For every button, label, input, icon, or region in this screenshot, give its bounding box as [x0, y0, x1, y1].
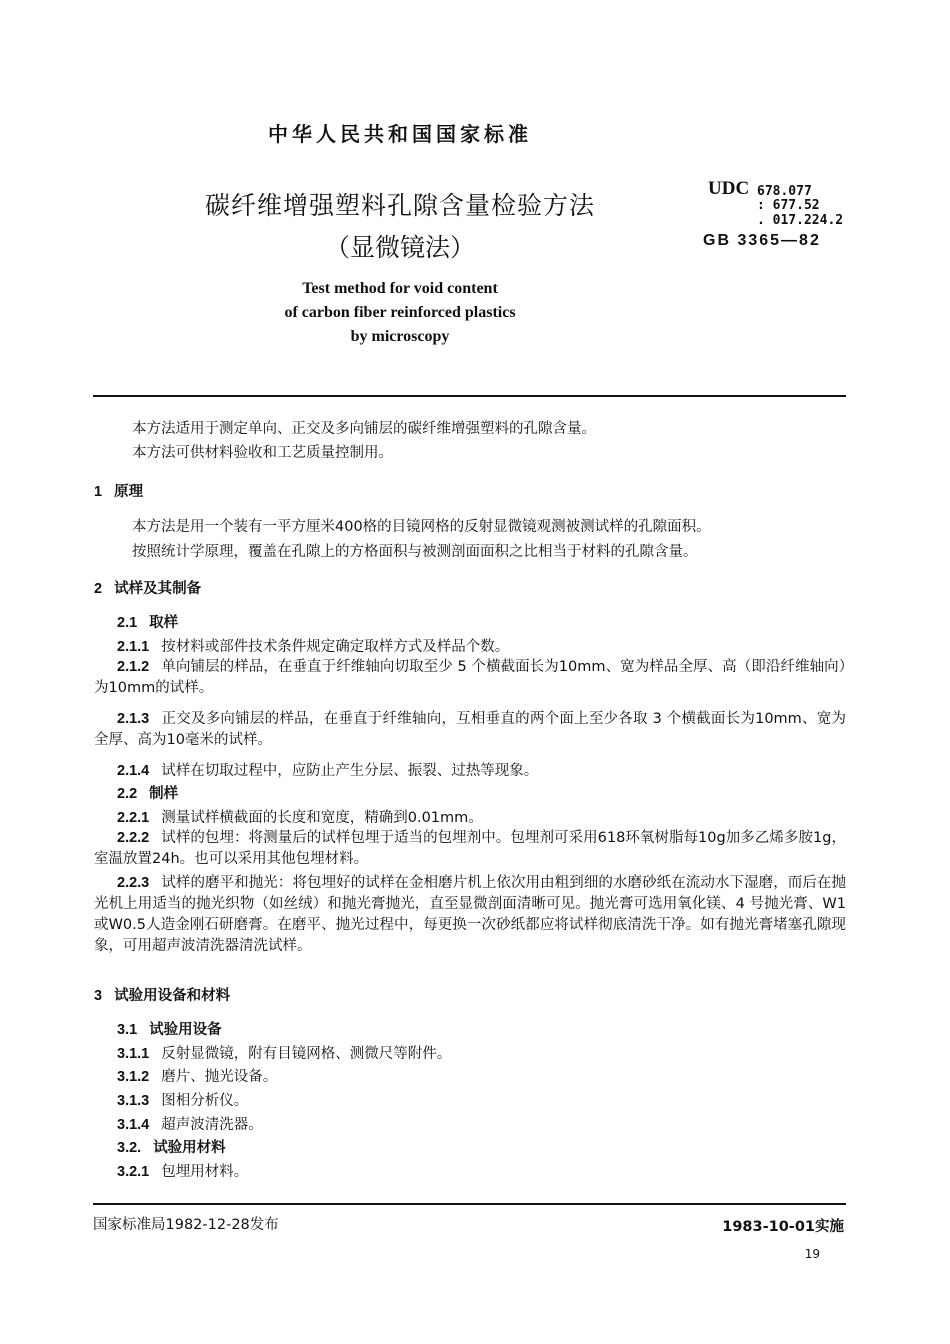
- section-2-2-heading: [117, 782, 178, 803]
- section-2-title: 试样及其制备: [114, 581, 202, 597]
- section-3-1-number: 3.1: [117, 1022, 138, 1038]
- section-1-heading: [94, 480, 143, 501]
- intro-paragraph-2: 本方法可供材料验收和工艺质量控制用。: [132, 445, 393, 461]
- section-2-1-heading: [117, 611, 178, 632]
- clause-2-2-3-text: 试样的磨平和抛光：将包埋好的试样在金相磨片机上依次用由粗到细的水磨砂纸在流动水下湿磨，而后在抛光机上用适当的抛光织物（如丝绒）和抛光膏抛光，直至显微剖面清晰可见。抛光膏可选用氧化镁、4 号抛光膏、W1或W0.5人造金刚石研磨膏。在磨平、抛光过程中，每更换一次砂纸都应将试样彻底清洗干净。如有抛光膏堵塞孔隙现象，可用超声波清洗器清洗试样。: [94, 875, 846, 954]
- clause-3-1-3: [117, 1089, 248, 1110]
- clause-2-1-2: [94, 657, 846, 699]
- clause-3-1-2-text: 磨片、抛光设备。: [161, 1069, 278, 1085]
- clause-2-2-3: [94, 873, 846, 957]
- effective-date: 1983-10-01实施: [722, 1219, 844, 1235]
- clause-2-1-1-text: 按材料或部件技术条件规定确定取样方式及样品个数。: [161, 639, 510, 655]
- clause-3-1-3-number: 3.1.3: [117, 1093, 150, 1109]
- clause-3-1-1-text: 反射显微镜，附有目镜网格、测微尺等附件。: [161, 1046, 452, 1062]
- udc-code-3: . 017.224.2: [757, 213, 844, 228]
- section-3-2-title: 试验用材料: [153, 1140, 226, 1156]
- gb-standard-code: GB 3365—82: [703, 232, 821, 249]
- footer-divider: [93, 1203, 846, 1205]
- clause-3-2-1-text: 包埋用材料。: [161, 1164, 249, 1180]
- title-chinese: 碳纤维增强塑料孔隙含量检验方法: [204, 191, 595, 220]
- section-2-1-title: 取样: [149, 615, 179, 631]
- clause-3-1-3-text: 图相分析仪。: [161, 1093, 249, 1109]
- clause-2-1-2-number: 2.1.2: [117, 659, 150, 675]
- clause-2-1-4-number: 2.1.4: [117, 763, 150, 779]
- issue-date: 国家标准局1982-12-28发布: [93, 1217, 279, 1233]
- section-1-paragraph-2: 按照统计学原理，覆盖在孔隙上的方格面积与被测剖面面积之比相当于材料的孔隙含量。: [132, 544, 698, 560]
- clause-2-1-1: [117, 635, 509, 656]
- section-3-title: 试验用设备和材料: [114, 988, 231, 1004]
- title-english-line-3: by microscopy: [350, 328, 450, 345]
- clause-2-1-1-number: 2.1.1: [117, 639, 150, 655]
- clause-3-1-1: [117, 1042, 451, 1063]
- clause-3-1-1-number: 3.1.1: [117, 1046, 150, 1062]
- clause-2-1-4-text: 试样在切取过程中，应防止产生分层、振裂、过热等现象。: [161, 763, 539, 779]
- section-1-title: 原理: [114, 484, 144, 500]
- clause-2-1-3-text: 正交及多向铺层的样品，在垂直于纤维轴向，互相垂直的两个面上至少各取 3 个横截面长为10mm、宽为全厚、高为10毫米的试样。: [94, 711, 846, 748]
- clause-2-1-3: [94, 709, 846, 751]
- national-standard-heading: 中华人民共和国国家标准: [268, 122, 532, 146]
- section-1-number: 1: [94, 484, 103, 500]
- clause-3-1-2: [117, 1065, 277, 1086]
- intro-paragraph-1: 本方法适用于测定单向、正交及多向铺层的碳纤维增强塑料的孔隙含量。: [132, 421, 596, 437]
- section-3-heading: [94, 984, 230, 1005]
- clause-2-1-2-text: 单向铺层的样品，在垂直于纤维轴向切取至少 5 个横截面长为10mm、宽为样品全厚、高（即沿纤维轴向）为10mm的试样。: [94, 659, 846, 696]
- page-number: 19: [804, 1247, 820, 1261]
- clause-3-1-4-number: 3.1.4: [117, 1117, 150, 1133]
- clause-2-2-2-number: 2.2.2: [117, 830, 150, 846]
- udc-code-2: : 677.52: [757, 198, 820, 213]
- title-english-line-1: Test method for void content: [302, 280, 498, 297]
- section-2-1-number: 2.1: [117, 615, 138, 631]
- section-1-paragraph-1: 本方法是用一个装有一平方厘米400格的目镜网格的反射显微镜观测被测试样的孔隙面积。: [132, 519, 711, 535]
- section-3-2-number: 3.2.: [117, 1140, 142, 1156]
- title-english-line-2: of carbon fiber reinforced plastics: [284, 304, 516, 321]
- clause-2-2-2-text: 试样的包埋：将测量后的试样包埋于适当的包埋剂中。包埋剂可采用618环氧树脂每10g加多乙烯多胺1g，室温放置24h。也可以采用其他包埋材料。: [94, 830, 846, 867]
- clause-3-1-4: [117, 1113, 263, 1134]
- udc-label: UDC: [708, 178, 750, 199]
- clause-3-2-1: [117, 1160, 248, 1181]
- clause-2-2-2: [94, 828, 846, 870]
- clause-2-2-1: [117, 806, 483, 827]
- udc-code-1: 678.077: [757, 184, 812, 199]
- clause-2-1-4: [117, 759, 538, 780]
- clause-2-2-1-number: 2.2.1: [117, 810, 150, 826]
- clause-2-2-1-text: 测量试样横截面的长度和宽度，精确到0.01mm。: [161, 810, 483, 826]
- section-2-2-title: 制样: [149, 786, 179, 802]
- section-3-2-heading: [117, 1136, 226, 1157]
- section-3-1-heading: [117, 1018, 222, 1039]
- section-3-number: 3: [94, 988, 103, 1004]
- clause-2-2-3-number: 2.2.3: [117, 875, 150, 891]
- header-divider: [93, 395, 846, 397]
- section-2-number: 2: [94, 581, 103, 597]
- section-2-heading: [94, 577, 201, 598]
- title-chinese-subtitle: （显微镜法）: [324, 233, 475, 262]
- section-2-2-number: 2.2: [117, 786, 138, 802]
- section-3-1-title: 试验用设备: [149, 1022, 222, 1038]
- clause-3-1-2-number: 3.1.2: [117, 1069, 150, 1085]
- clause-3-1-4-text: 超声波清洗器。: [161, 1117, 263, 1133]
- clause-2-1-3-number: 2.1.3: [117, 711, 150, 727]
- clause-3-2-1-number: 3.2.1: [117, 1164, 150, 1180]
